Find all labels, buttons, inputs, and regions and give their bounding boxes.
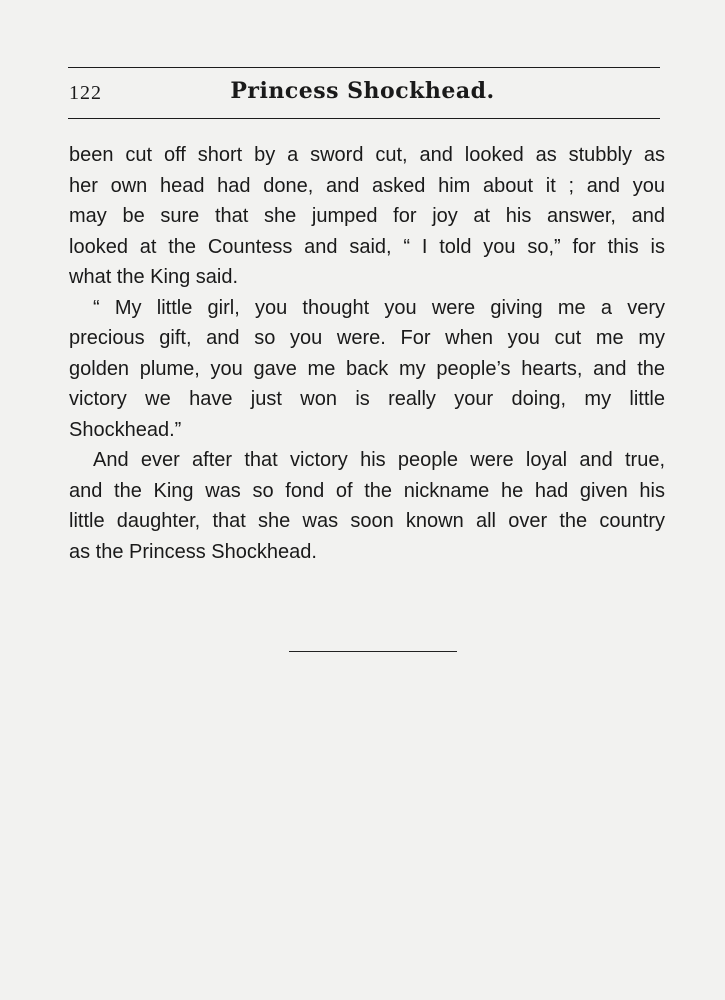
text-line: golden plume, you gave me back my people’s hearts, and the (69, 357, 665, 380)
header-top-rule (68, 67, 660, 68)
text-line: her own head had done, and asked him about it ; and you (69, 174, 665, 197)
header-bottom-rule (68, 118, 660, 119)
text-line: “ My little girl, you thought you were giving me a very (93, 296, 665, 319)
text-line: Shockhead.” (69, 418, 182, 441)
text-line: looked at the Countess and said, “ I told you so,” for this is (69, 235, 665, 258)
text-line: victory we have just won is really your doing, my little (69, 388, 665, 410)
text-line: what the King said. (69, 266, 238, 288)
text-line: been cut off short by a sword cut, and looked as stubbly as (69, 144, 665, 166)
text-line: And ever after that victory his people were loyal and true, (93, 449, 665, 471)
text-line: little daughter, that she was soon known all over the country (69, 510, 665, 532)
running-title: Princess Shockhead. (230, 78, 495, 104)
text-line: as the Princess Shockhead. (69, 540, 317, 563)
text-line: may be sure that she jumped for joy at his answer, and (69, 205, 665, 227)
paragraph-2 (69, 293, 665, 446)
paragraph-1 (69, 140, 665, 293)
text-line: precious gift, and so you were. For when you cut me my (69, 327, 665, 349)
body-text (69, 140, 665, 567)
text-line: and the King was so fond of the nickname he had given his (69, 479, 665, 502)
page-number: 122 (69, 82, 102, 104)
paragraph-3 (69, 445, 665, 567)
end-of-chapter-rule (289, 651, 457, 652)
